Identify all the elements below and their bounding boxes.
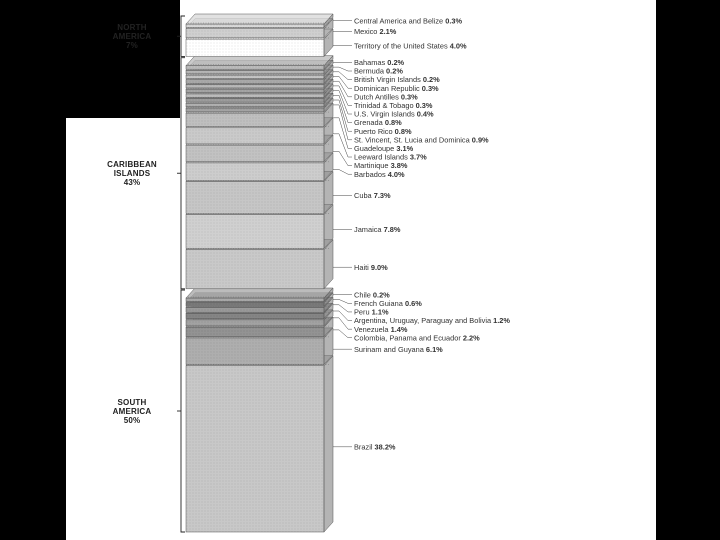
segment-label-text: Territory of the United States 4.0% [354,41,467,51]
group-name: AMERICA [112,407,152,417]
segment-value: 7.8% [383,225,401,235]
segment-label-text: Martinique 3.8% [354,161,408,171]
segment-label-haiti [333,263,388,272]
group-labels [107,16,185,532]
segment-bahamas [186,56,333,69]
group-value: 50% [123,416,141,426]
segment-value: 0.2% [372,290,390,300]
segment-label-text: Peru 1.1% [354,307,389,317]
segment-value: 6.1% [425,344,443,354]
segment-label-text: Venezuela 1.4% [354,324,408,334]
segment-label-text: Grenada 0.8% [354,118,402,128]
segment-value: 0.2% [387,58,405,68]
segment-value: 4.0% [449,41,467,51]
segment-value: 0.4% [416,109,434,119]
segment-label-text: Haiti 9.0% [354,262,388,272]
segment-value: 0.9% [471,135,489,145]
segment-label-text: Jamaica 7.8% [354,225,401,235]
segment-label-text: French Guiana 0.6% [354,298,422,308]
segment-label-text: Trinidad & Tobago 0.3% [354,101,433,111]
segment-value: 4.0% [387,169,405,179]
segment-value: 0.3% [415,101,433,111]
segment-label-text: Central America and Belize 0.3% [354,16,463,26]
segment-value: 7.3% [373,190,391,200]
segment-label-text: British Virgin Islands 0.2% [354,75,440,85]
segment-label-cuba [333,191,391,200]
segment-value: 9.0% [370,262,388,272]
segment-value: 0.3% [400,92,418,102]
group-value: 7% [126,41,138,51]
group-name: AMERICA [112,32,152,42]
segment-value: 0.8% [394,126,412,136]
segment-label-text: Brazil 38.2% [354,442,396,452]
segment-label-text: Puerto Rico 0.8% [354,126,412,136]
segment-value: 2.1% [379,26,397,36]
group-value: 43% [123,178,141,188]
segment-central-america-and-belize [186,14,333,28]
segment-label-territory-of-the-united-states [333,41,467,50]
segment-brazil [186,356,333,532]
segment-value: 1.1% [371,307,389,317]
segment-label-text: Bermuda 0.2% [354,66,403,76]
segment-value: 0.8% [384,118,402,128]
segment-value: 3.7% [409,152,427,162]
segment-label-jamaica [333,225,401,234]
segment-label-text: Leeward Islands 3.7% [354,152,427,162]
segment-label-text: Dominican Republic 0.3% [354,83,439,93]
segment-value: 0.2% [422,75,440,85]
group-north-america [113,16,185,56]
segment-value: 3.8% [390,161,408,171]
segment-label-text: Barbados 4.0% [354,169,405,179]
segment-label-text: Chile 0.2% [354,290,390,300]
segment-value: 3.1% [396,144,414,154]
segment-label-text: U.S. Virgin Islands 0.4% [354,109,434,119]
segment-label-text: Argentina, Uruguay, Paraguay and Bolivia 1.2% [354,316,510,326]
segment-value: 0.3% [445,16,463,26]
segment-value: 0.2% [386,66,403,76]
segment-label-text: Dutch Antilles 0.3% [354,92,418,102]
segment-labels [333,16,510,451]
segment-value: 0.3% [421,83,439,93]
segment-label-central-america-and-belize [333,16,462,25]
group-south-america [113,290,185,532]
segment-label-text: Mexico 2.1% [354,26,397,36]
segment-value: 2.2% [462,333,480,343]
group-name: CARIBBEAN [107,160,157,170]
segment-value: 0.6% [404,298,422,308]
segment-value: 1.4% [390,324,408,334]
segment-label-text: Guadeloupe 3.1% [354,144,414,154]
group-caribbean-islands [107,58,185,289]
stacked-column [186,14,333,532]
segment-label-text: Colombia, Panama and Ecuador 2.2% [354,333,480,343]
segment-value: 1.2% [493,316,510,326]
segment-label-text: St. Vincent, St. Lucia and Dominica 0.9% [354,135,489,145]
segment-label-brazil [333,442,396,451]
segment-label-surinam-and-guyana [333,345,443,354]
segment-label-text: Surinam and Guyana 6.1% [354,344,443,354]
segment-label-barbados [333,170,405,179]
segment-label-mexico [333,27,397,36]
segment-label-text: Bahamas 0.2% [354,58,405,68]
segment-chile [186,288,333,302]
group-name: ISLANDS [113,169,151,179]
segment-value: 38.2% [374,442,396,452]
segment-label-text: Cuba 7.3% [354,190,391,200]
group-name: NORTH [117,23,147,33]
group-name: SOUTH [117,398,147,408]
